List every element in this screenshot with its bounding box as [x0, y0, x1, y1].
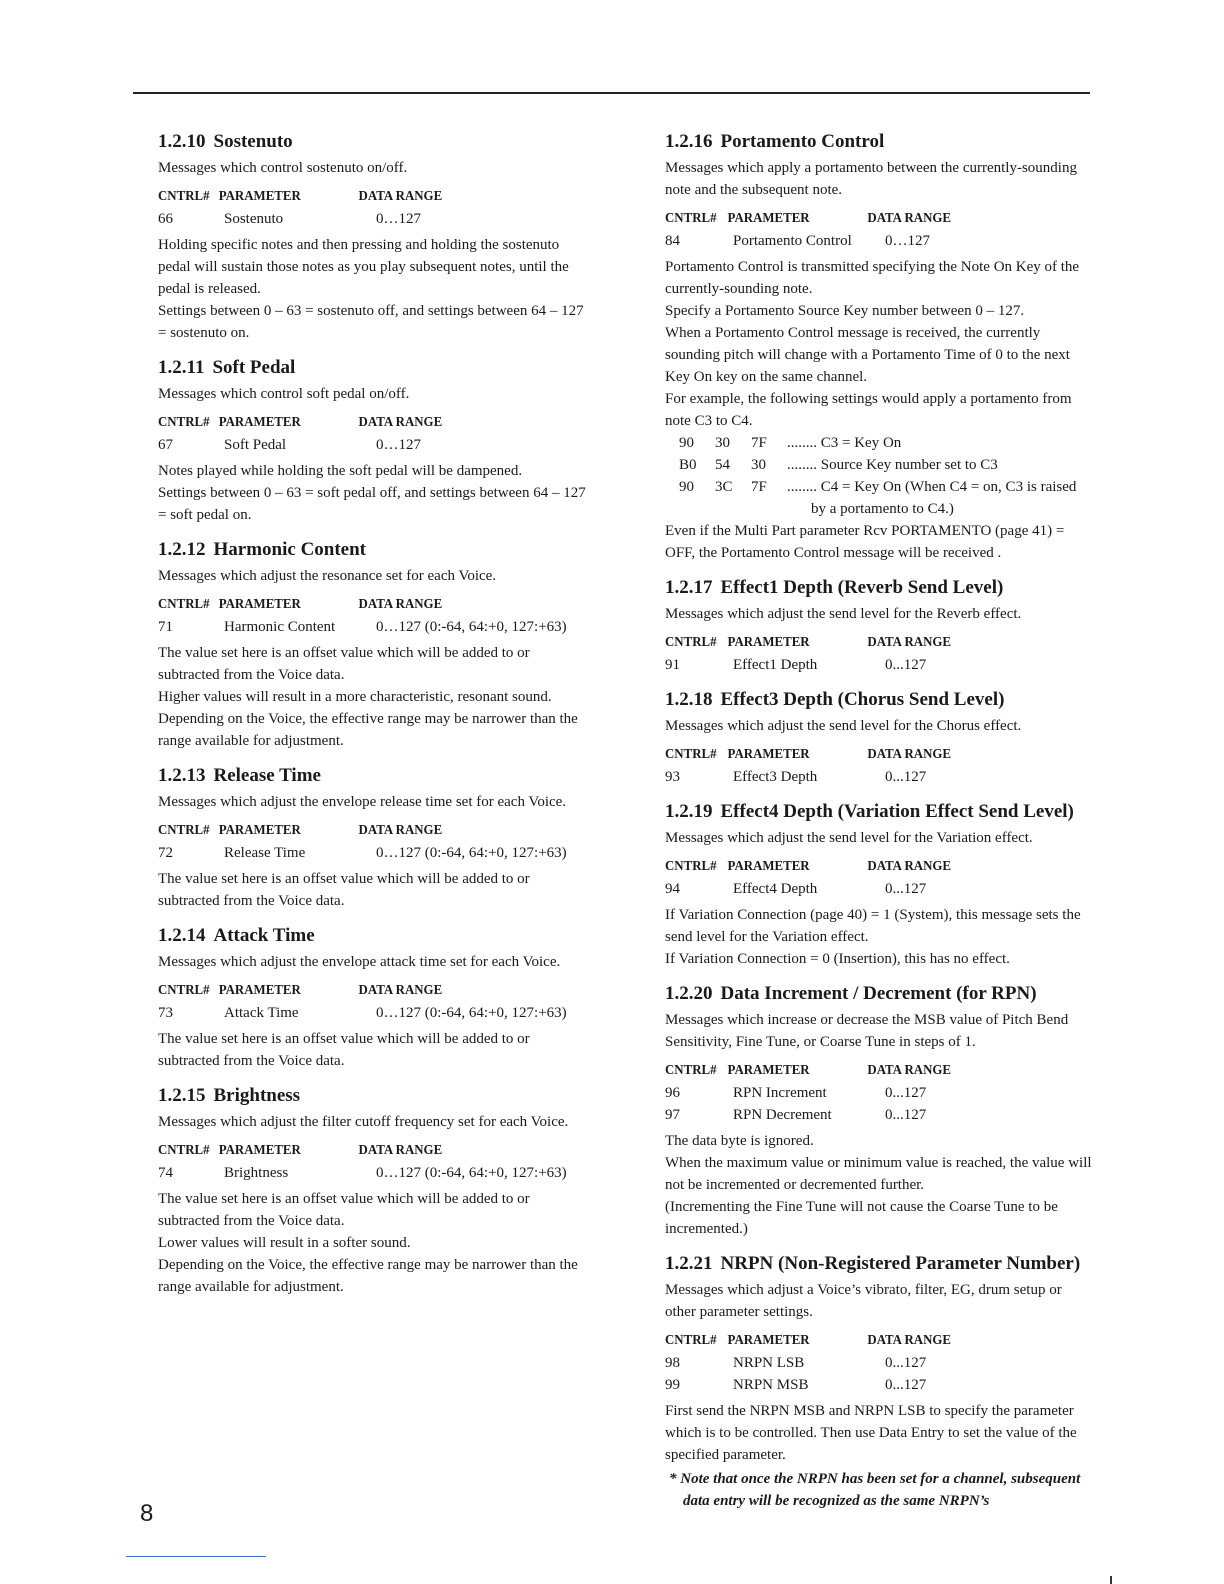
- section: [665, 576, 1095, 676]
- header-range: DATA RANGE: [358, 823, 443, 838]
- header-cntrl: CNTRL#: [158, 983, 210, 998]
- section: [158, 924, 590, 1072]
- section-number: 1.2.11: [158, 357, 205, 378]
- section: [158, 538, 590, 752]
- section-heading: [665, 130, 1095, 154]
- section-heading: [665, 688, 1095, 712]
- section: [158, 130, 590, 344]
- section-title: Effect3 Depth (Chorus Send Level): [720, 689, 1005, 710]
- header-range: DATA RANGE: [358, 983, 443, 998]
- section-number: 1.2.12: [158, 539, 206, 560]
- table-header: [665, 744, 1092, 766]
- section-number: 1.2.20: [665, 983, 713, 1004]
- byte: 7F: [751, 435, 767, 451]
- header-parameter: PARAMETER: [218, 415, 301, 430]
- table-header: [158, 594, 587, 616]
- parameter-name: NRPN LSB: [733, 1355, 805, 1371]
- table-row: [158, 842, 590, 864]
- data-range: 0…127: [885, 233, 930, 249]
- section: [665, 1252, 1095, 1512]
- header-cntrl: CNTRL#: [158, 597, 210, 612]
- section-intro: Messages which control soft pedal on/off.: [158, 386, 410, 402]
- desc-paragraph: When the maximum value or minimum value is reached, the value will not be incremented or decremented further.: [665, 1155, 1092, 1193]
- data-range: 0...127: [885, 1085, 927, 1101]
- parameter-table: [665, 1330, 1095, 1396]
- data-range: 0...127: [885, 657, 927, 673]
- header-range: DATA RANGE: [867, 635, 952, 650]
- section: [665, 800, 1095, 970]
- table-header: [665, 632, 1092, 654]
- table-row: [158, 1002, 590, 1024]
- section-intro: Messages which control sostenuto on/off.: [158, 160, 408, 176]
- parameter-table: [665, 208, 1095, 252]
- desc-paragraph: The data byte is ignored.: [665, 1133, 814, 1149]
- section-heading: [158, 356, 590, 380]
- parameter-table: [158, 1140, 590, 1184]
- section: [158, 1084, 590, 1298]
- section-number: 1.2.18: [665, 689, 713, 710]
- note: * Note that once the NRPN has been set for a channel, subsequent data entry will be recognized as the same NRPN’s: [669, 1471, 1081, 1509]
- desc-paragraph: Even if the Multi Part parameter Rcv PORTAMENTO (page 41) = OFF, the Portamento Control message will be received .: [665, 523, 1065, 561]
- section-title: Effect4 Depth (Variation Effect Send Level): [720, 801, 1074, 822]
- section-number: 1.2.13: [158, 765, 206, 786]
- table-header: [158, 980, 587, 1002]
- parameter-table: [158, 594, 590, 638]
- cntrl-number: 96: [665, 1085, 680, 1101]
- section-heading: [665, 800, 1095, 824]
- data-range: 0...127: [885, 1355, 927, 1371]
- section-intro: Messages which increase or decrease the MSB value of Pitch Bend Sensitivity, Fine Tune, or Coarse Tune in steps of 1.: [665, 1012, 1069, 1050]
- section-number: 1.2.10: [158, 131, 206, 152]
- header-range: DATA RANGE: [358, 597, 443, 612]
- section-number: 1.2.14: [158, 925, 206, 946]
- section-title: Portamento Control: [720, 131, 885, 152]
- desc-paragraph: The value set here is an offset value which will be added to or subtracted from the Voice data.: [158, 1191, 530, 1229]
- section: [158, 764, 590, 912]
- example-line: [665, 454, 1095, 476]
- parameter-name: Harmonic Content: [224, 619, 336, 635]
- parameter-name: Effect3 Depth: [733, 769, 818, 785]
- parameter-table: [665, 632, 1095, 676]
- cntrl-number: 67: [158, 437, 173, 453]
- header-parameter: PARAMETER: [218, 983, 301, 998]
- desc-paragraph: Settings between 0 – 63 = soft pedal off, and settings between 64 – 127 = soft pedal on.: [158, 485, 586, 523]
- header-parameter: PARAMETER: [727, 859, 810, 874]
- parameter-table: [158, 186, 590, 230]
- section-number: 1.2.16: [665, 131, 713, 152]
- desc-paragraph: Specify a Portamento Source Key number between 0 – 127.: [665, 303, 1025, 319]
- cntrl-number: 72: [158, 845, 173, 861]
- header-range: DATA RANGE: [358, 1143, 443, 1158]
- page-number: 8: [140, 1500, 154, 1527]
- table-row: [158, 434, 590, 456]
- byte: 30: [715, 435, 730, 451]
- data-range: 0…127 (0:-64, 64:+0, 127:+63): [376, 845, 567, 861]
- parameter-name: Sostenuto: [224, 211, 284, 227]
- section-heading: [158, 764, 590, 788]
- desc-paragraph: (Incrementing the Fine Tune will not cause the Coarse Tune to be incremented.): [665, 1199, 1058, 1237]
- cntrl-number: 74: [158, 1165, 173, 1181]
- data-range: 0...127: [885, 769, 927, 785]
- header-range: DATA RANGE: [358, 189, 443, 204]
- section-title: Effect1 Depth (Reverb Send Level): [720, 577, 1004, 598]
- section-title: NRPN (Non-Registered Parameter Number): [720, 1253, 1081, 1274]
- parameter-name: Release Time: [224, 845, 306, 861]
- data-range: 0…127: [376, 211, 421, 227]
- section-heading: [158, 538, 590, 562]
- section-heading: [665, 576, 1095, 600]
- parameter-table: [158, 412, 590, 456]
- header-cntrl: CNTRL#: [665, 859, 717, 874]
- byte: 90: [679, 479, 694, 495]
- cntrl-number: 97: [665, 1107, 680, 1123]
- section-heading: [158, 924, 590, 948]
- table-row: [665, 1104, 1095, 1126]
- right-column: [665, 130, 1095, 1524]
- desc-paragraph: Settings between 0 – 63 = sostenuto off, and settings between 64 – 127 = sostenuto on.: [158, 303, 584, 341]
- section-intro: Messages which adjust the send level for the Chorus effect.: [665, 718, 1022, 734]
- example-line: [665, 432, 1095, 454]
- left-column: [158, 130, 590, 1310]
- section-title: Data Increment / Decrement (for RPN): [720, 983, 1037, 1004]
- byte: 90: [679, 435, 694, 451]
- desc-paragraph: If Variation Connection = 0 (Insertion), this has no effect.: [665, 951, 1010, 967]
- desc-paragraph: The value set here is an offset value which will be added to or subtracted from the Voice data.: [158, 645, 530, 683]
- desc-paragraph: The value set here is an offset value which will be added to or subtracted from the Voice data.: [158, 1031, 530, 1069]
- data-range: 0…127 (0:-64, 64:+0, 127:+63): [376, 619, 567, 635]
- header-rule: [133, 92, 1090, 94]
- parameter-table: [158, 820, 590, 864]
- table-row: [665, 230, 1095, 252]
- desc-paragraph: If Variation Connection (page 40) = 1 (System), this message sets the send level for the Variation effect.: [665, 907, 1081, 945]
- header-cntrl: CNTRL#: [665, 211, 717, 226]
- parameter-table: [665, 1060, 1095, 1126]
- header-cntrl: CNTRL#: [665, 1333, 717, 1348]
- parameter-name: Effect1 Depth: [733, 657, 818, 673]
- section-title: Attack Time: [213, 925, 315, 946]
- byte: B0: [679, 457, 697, 473]
- header-parameter: PARAMETER: [727, 1063, 810, 1078]
- table-header: [158, 186, 587, 208]
- header-cntrl: CNTRL#: [158, 823, 210, 838]
- section-intro: Messages which adjust the send level for the Reverb effect.: [665, 606, 1022, 622]
- byte: 7F: [751, 479, 767, 495]
- cntrl-number: 94: [665, 881, 680, 897]
- section-heading: [158, 130, 590, 154]
- parameter-name: Brightness: [224, 1165, 289, 1181]
- header-cntrl: CNTRL#: [158, 189, 210, 204]
- desc-paragraph: Notes played while holding the soft pedal will be dampened.: [158, 463, 523, 479]
- table-row: [158, 616, 590, 638]
- section-title: Sostenuto: [213, 131, 293, 152]
- header-parameter: PARAMETER: [218, 1143, 301, 1158]
- footer-rule: [126, 1556, 266, 1557]
- desc-paragraph: Holding specific notes and then pressing and holding the sostenuto pedal will sustain those notes as you play subsequent notes, until the pedal is released.: [158, 237, 569, 297]
- header-cntrl: CNTRL#: [665, 747, 717, 762]
- section-title: Brightness: [213, 1085, 301, 1106]
- parameter-table: [665, 744, 1095, 788]
- header-range: DATA RANGE: [867, 1333, 952, 1348]
- example-text: ........ C3 = Key On: [787, 435, 902, 451]
- header-parameter: PARAMETER: [727, 1333, 810, 1348]
- section-title: Soft Pedal: [212, 357, 296, 378]
- header-range: DATA RANGE: [358, 415, 443, 430]
- section-intro: Messages which adjust a Voice’s vibrato, filter, EG, drum setup or other parameter settings.: [665, 1282, 1062, 1320]
- parameter-name: RPN Decrement: [733, 1107, 832, 1123]
- section: [665, 982, 1095, 1240]
- parameter-table: [665, 856, 1095, 900]
- cntrl-number: 66: [158, 211, 173, 227]
- header-cntrl: CNTRL#: [158, 415, 210, 430]
- table-row: [665, 1352, 1095, 1374]
- table-header: [665, 1060, 1092, 1082]
- example-continuation: by a portamento to C4.): [811, 501, 954, 517]
- cntrl-number: 73: [158, 1005, 173, 1021]
- header-range: DATA RANGE: [867, 859, 952, 874]
- section-intro: Messages which adjust the send level for the Variation effect.: [665, 830, 1033, 846]
- data-range: 0...127: [885, 1377, 927, 1393]
- table-row: [665, 654, 1095, 676]
- desc-paragraph: Depending on the Voice, the effective range may be narrower than the range available for adjustment.: [158, 1257, 578, 1295]
- section-intro: Messages which adjust the envelope attack time set for each Voice.: [158, 954, 561, 970]
- example-text: ........ C4 = Key On (When C4 = on, C3 is raised: [787, 479, 1077, 495]
- section-number: 1.2.21: [665, 1253, 713, 1274]
- example-line: [665, 476, 1095, 498]
- data-range: 0…127 (0:-64, 64:+0, 127:+63): [376, 1005, 567, 1021]
- cntrl-number: 99: [665, 1377, 680, 1393]
- header-parameter: PARAMETER: [727, 211, 810, 226]
- section-number: 1.2.15: [158, 1085, 206, 1106]
- table-row: [665, 1082, 1095, 1104]
- data-range: 0…127: [376, 437, 421, 453]
- table-row: [665, 766, 1095, 788]
- section: [158, 356, 590, 526]
- header-range: DATA RANGE: [867, 1063, 952, 1078]
- data-range: 0…127 (0:-64, 64:+0, 127:+63): [376, 1165, 567, 1181]
- cntrl-number: 91: [665, 657, 680, 673]
- byte: 3C: [715, 479, 733, 495]
- parameter-name: NRPN MSB: [733, 1377, 809, 1393]
- table-header: [158, 820, 587, 842]
- table-row: [158, 208, 590, 230]
- data-range: 0...127: [885, 1107, 927, 1123]
- data-range: 0...127: [885, 881, 927, 897]
- parameter-name: RPN Increment: [733, 1085, 827, 1101]
- section: [665, 688, 1095, 788]
- desc-paragraph: Depending on the Voice, the effective range may be narrower than the range available for adjustment.: [158, 711, 578, 749]
- section-title: Release Time: [213, 765, 321, 786]
- header-cntrl: CNTRL#: [158, 1143, 210, 1158]
- desc-paragraph: The value set here is an offset value which will be added to or subtracted from the Voice data.: [158, 871, 530, 909]
- byte: 54: [715, 457, 730, 473]
- header-cntrl: CNTRL#: [665, 1063, 717, 1078]
- cntrl-number: 71: [158, 619, 173, 635]
- header-parameter: PARAMETER: [727, 635, 810, 650]
- header-parameter: PARAMETER: [218, 823, 301, 838]
- header-range: DATA RANGE: [867, 211, 952, 226]
- byte: 30: [751, 457, 766, 473]
- table-header: [665, 856, 1092, 878]
- desc-paragraph: Lower values will result in a softer sound.: [158, 1235, 411, 1251]
- header-range: DATA RANGE: [867, 747, 952, 762]
- table-header: [665, 1330, 1092, 1352]
- section-intro: Messages which adjust the filter cutoff frequency set for each Voice.: [158, 1114, 569, 1130]
- header-parameter: PARAMETER: [727, 747, 810, 762]
- section-heading: [665, 982, 1095, 1006]
- desc-paragraph: When a Portamento Control message is received, the currently sounding pitch will change with a Portamento Time of 0 to the next Key On key on the same channel.: [665, 325, 1070, 385]
- section-heading: [158, 1084, 590, 1108]
- section-portamento-control: [665, 130, 1095, 564]
- section-title: Harmonic Content: [213, 539, 367, 560]
- desc-paragraph: Higher values will result in a more characteristic, resonant sound.: [158, 689, 552, 705]
- desc-paragraph: First send the NRPN MSB and NRPN LSB to specify the parameter which is to be controlled. Then use Data Entry to set the value of the specified parameter.: [665, 1403, 1077, 1463]
- header-parameter: PARAMETER: [218, 597, 301, 612]
- example-block: [665, 432, 1095, 520]
- parameter-name: Attack Time: [224, 1005, 299, 1021]
- table-row: [665, 1374, 1095, 1396]
- parameter-name: Soft Pedal: [224, 437, 287, 453]
- parameter-name: Effect4 Depth: [733, 881, 818, 897]
- scan-mark: [1110, 1576, 1112, 1584]
- desc-paragraph: Portamento Control is transmitted specifying the Note On Key of the currently-sounding note.: [665, 259, 1080, 297]
- section-intro: Messages which adjust the envelope release time set for each Voice.: [158, 794, 567, 810]
- section-number: 1.2.19: [665, 801, 713, 822]
- table-row: [158, 1162, 590, 1184]
- cntrl-number: 93: [665, 769, 680, 785]
- parameter-name: Portamento Control: [733, 233, 852, 249]
- desc-paragraph: For example, the following settings would apply a portamento from note C3 to C4.: [665, 391, 1072, 429]
- table-header: [158, 1140, 587, 1162]
- header-cntrl: CNTRL#: [665, 635, 717, 650]
- table-header: [158, 412, 587, 434]
- table-row: [665, 878, 1095, 900]
- cntrl-number: 84: [665, 233, 680, 249]
- section-intro: Messages which apply a portamento between the currently-sounding note and the subsequent note.: [665, 160, 1077, 198]
- cntrl-number: 98: [665, 1355, 680, 1371]
- section-heading: [665, 1252, 1095, 1276]
- header-parameter: PARAMETER: [218, 189, 301, 204]
- example-text: ........ Source Key number set to C3: [787, 457, 998, 473]
- parameter-table: [158, 980, 590, 1024]
- table-header: [665, 208, 1092, 230]
- section-number: 1.2.17: [665, 577, 713, 598]
- section-intro: Messages which adjust the resonance set for each Voice.: [158, 568, 497, 584]
